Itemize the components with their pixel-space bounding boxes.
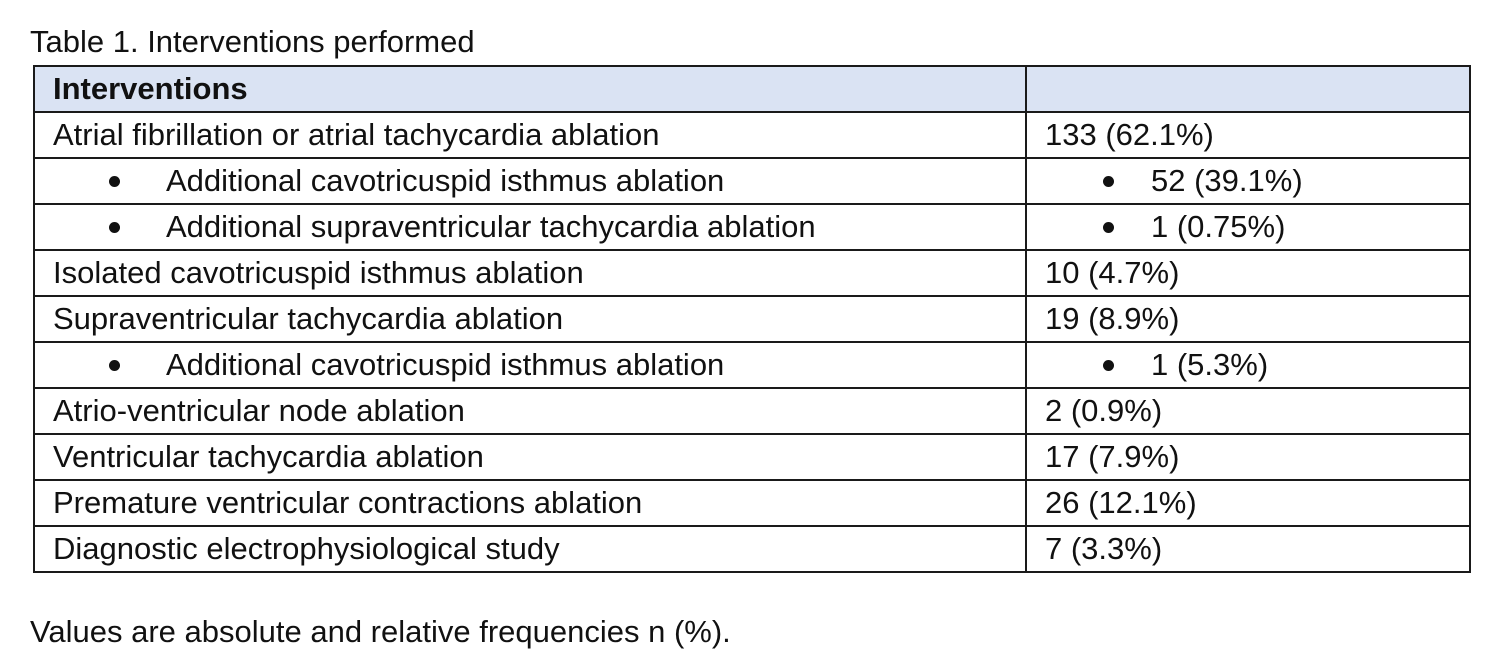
bullet-icon xyxy=(109,360,120,371)
row-value: 2 (0.9%) xyxy=(1026,388,1470,434)
row-value: 10 (4.7%) xyxy=(1026,250,1470,296)
row-label xyxy=(34,204,1026,250)
table-row xyxy=(34,434,1470,480)
bullet-icon xyxy=(1103,176,1114,187)
bullet-icon xyxy=(1103,360,1114,371)
bullet-icon xyxy=(109,222,120,233)
row-value: 133 (62.1%) xyxy=(1026,112,1470,158)
row-value: 7 (3.3%) xyxy=(1026,526,1470,572)
row-label xyxy=(34,158,1026,204)
table-header-row xyxy=(34,66,1470,112)
row-label-text: Additional cavotricuspid isthmus ablation xyxy=(166,163,725,198)
header-interventions: Interventions xyxy=(34,66,1026,112)
table-row xyxy=(34,112,1470,158)
row-label: Atrio-ventricular node ablation xyxy=(34,388,1026,434)
table-row xyxy=(34,250,1470,296)
row-label: Premature ventricular contractions ablation xyxy=(34,480,1026,526)
row-value: 19 (8.9%) xyxy=(1026,296,1470,342)
row-value-text: 1 (0.75%) xyxy=(1151,209,1286,244)
table-row xyxy=(34,204,1470,250)
row-label-text: Additional cavotricuspid isthmus ablation xyxy=(166,347,725,382)
row-value-text: 52 (39.1%) xyxy=(1151,163,1303,198)
row-label: Isolated cavotricuspid isthmus ablation xyxy=(34,250,1026,296)
table-caption: Table 1. Interventions performed xyxy=(30,24,475,59)
bullet-icon xyxy=(109,176,120,187)
row-label: Ventricular tachycardia ablation xyxy=(34,434,1026,480)
table-row xyxy=(34,296,1470,342)
table-footnote: Values are absolute and relative frequencies n (%). xyxy=(30,614,731,649)
table-row xyxy=(34,158,1470,204)
row-value: 26 (12.1%) xyxy=(1026,480,1470,526)
bullet-icon xyxy=(1103,222,1114,233)
row-label xyxy=(34,342,1026,388)
row-label: Supraventricular tachycardia ablation xyxy=(34,296,1026,342)
row-value: 17 (7.9%) xyxy=(1026,434,1470,480)
row-value-text: 1 (5.3%) xyxy=(1151,347,1269,382)
interventions-table xyxy=(33,65,1471,573)
table-row xyxy=(34,388,1470,434)
header-values xyxy=(1026,66,1470,112)
row-value xyxy=(1026,342,1470,388)
row-label: Atrial fibrillation or atrial tachycardia ablation xyxy=(34,112,1026,158)
table-row xyxy=(34,526,1470,572)
row-label-text: Additional supraventricular tachycardia ablation xyxy=(166,209,816,244)
table-row xyxy=(34,480,1470,526)
table-row xyxy=(34,342,1470,388)
row-value xyxy=(1026,158,1470,204)
row-value xyxy=(1026,204,1470,250)
row-label: Diagnostic electrophysiological study xyxy=(34,526,1026,572)
